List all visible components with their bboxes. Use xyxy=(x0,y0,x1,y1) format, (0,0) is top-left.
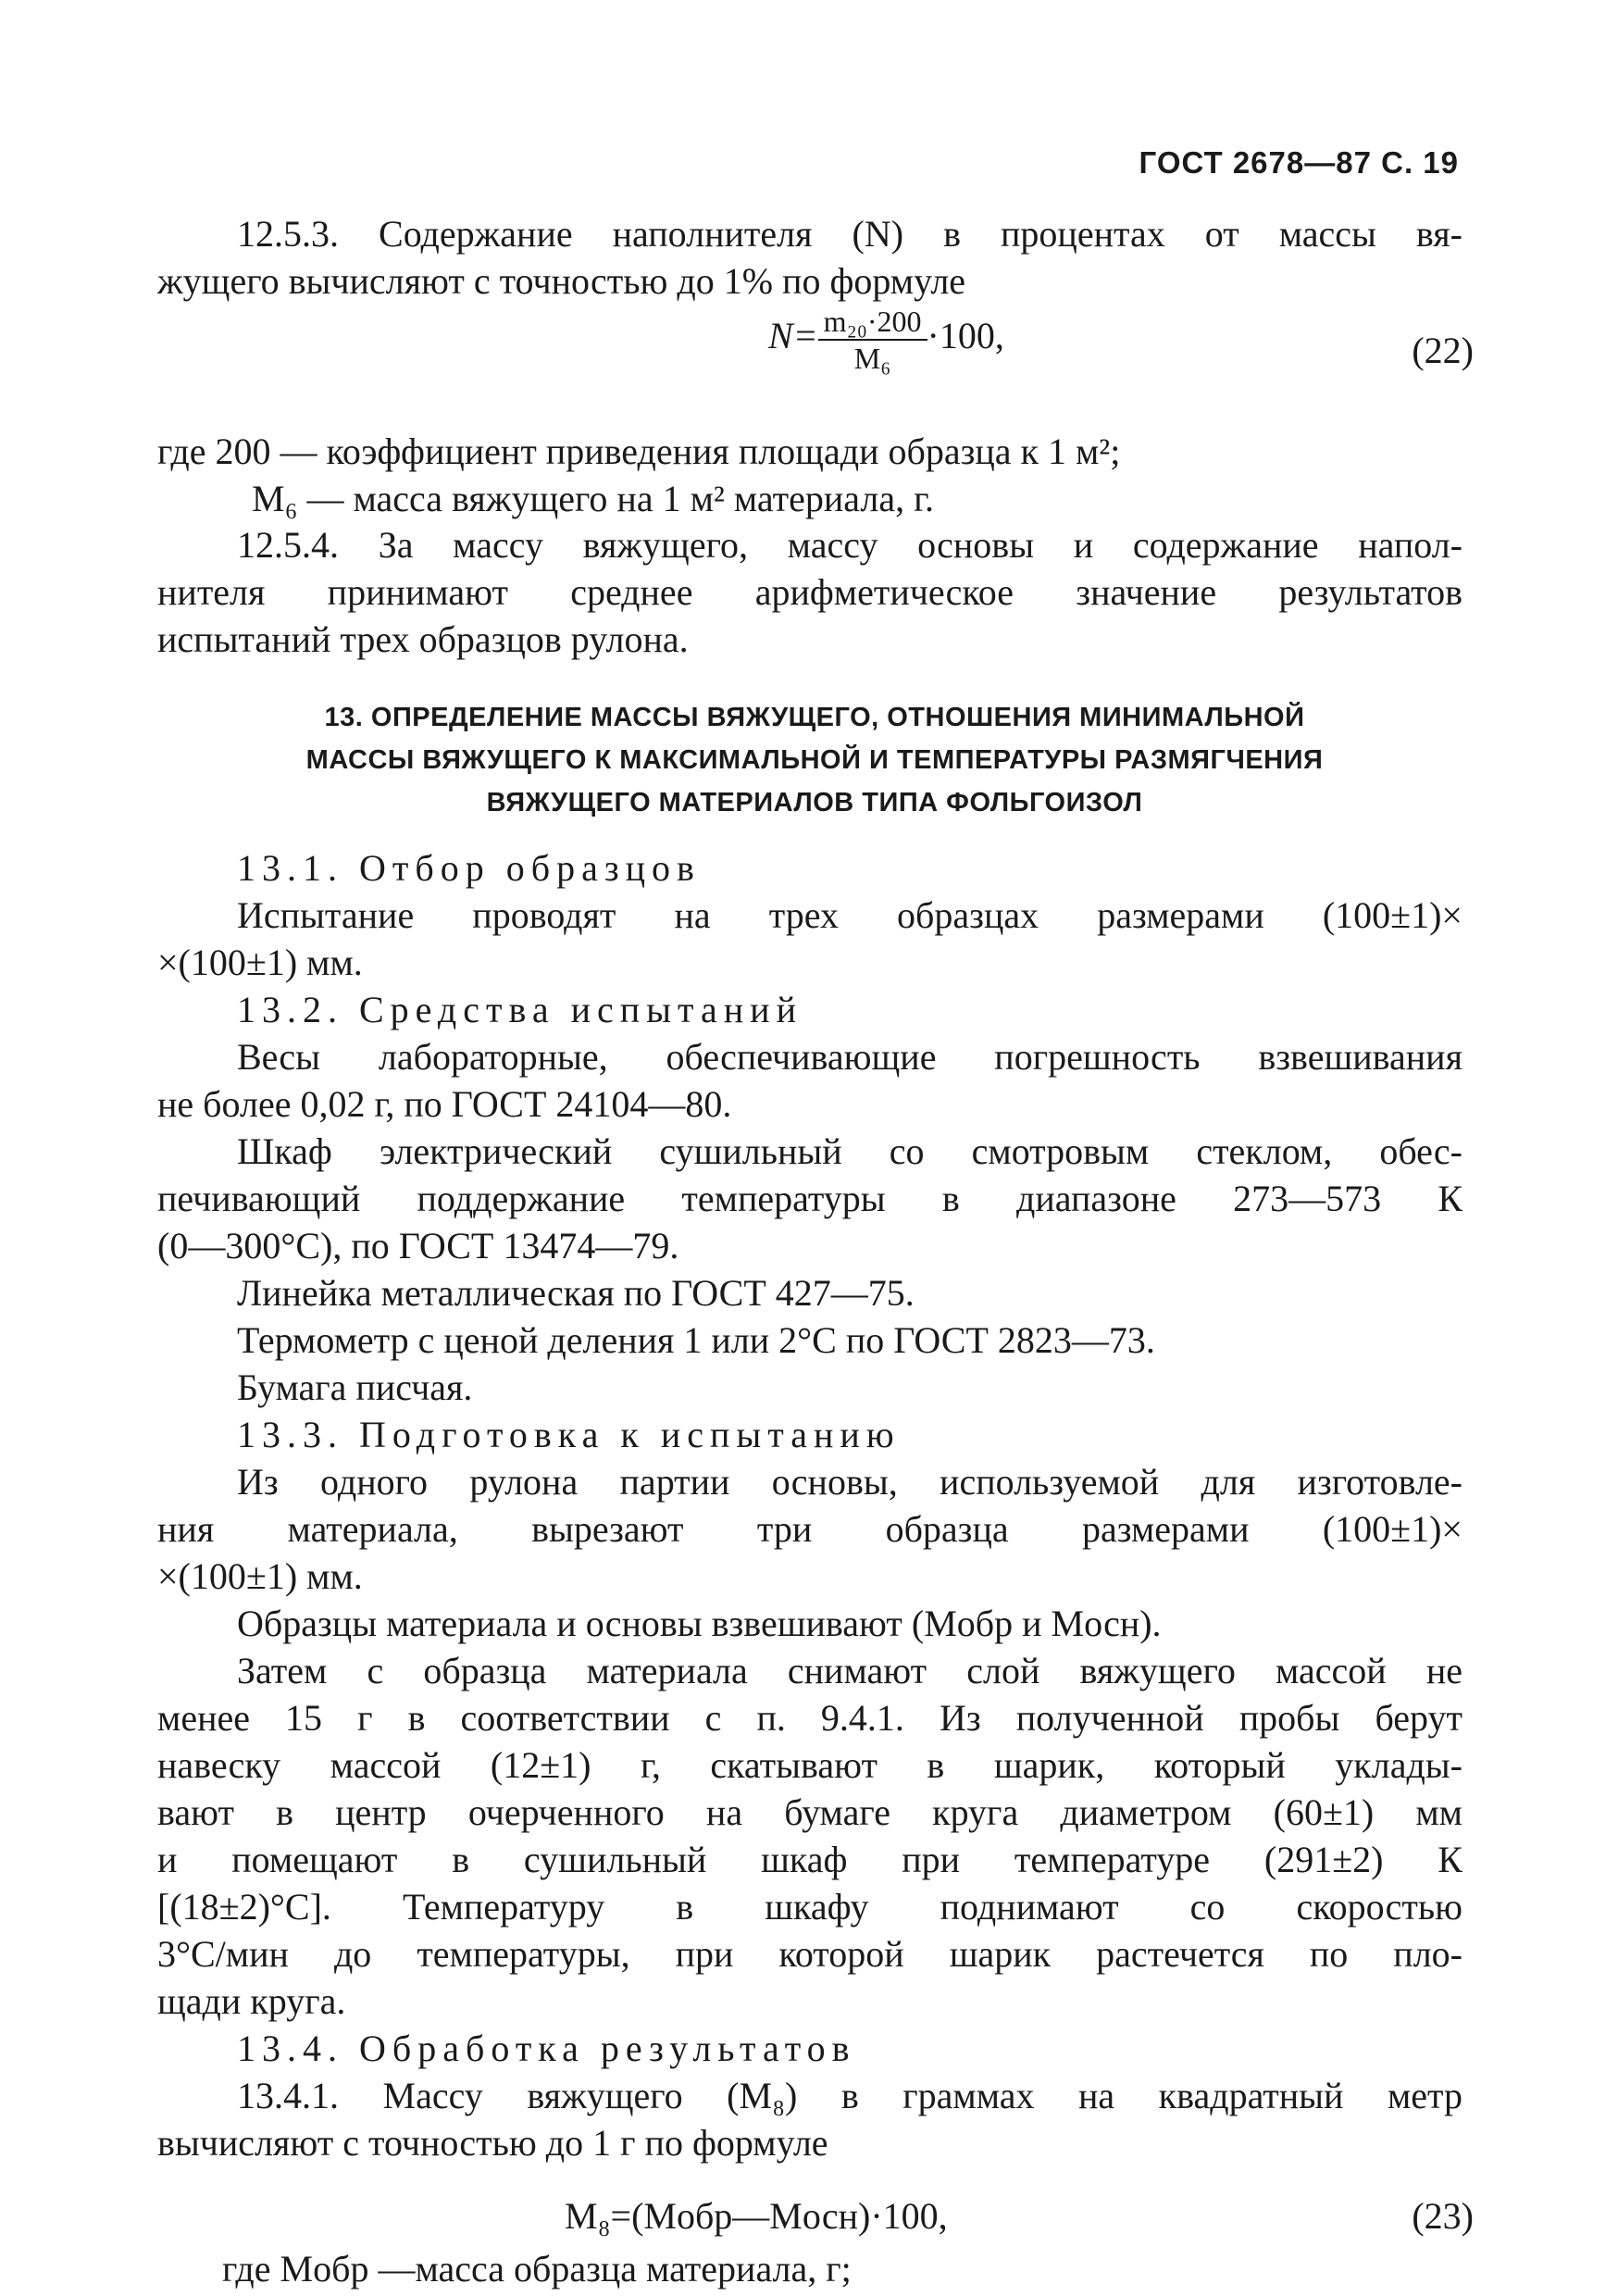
sec-13-3-line-1: Из одного рулона партии основы, используемой для изготовле- xyxy=(237,1461,1462,1503)
sec-13-3-line-7: навеску массой (12±1) г, скатывают в шарик, который уклады- xyxy=(157,1744,1462,1786)
sec-13-1-heading: 13.1. Отбор образцов xyxy=(237,847,701,889)
formula-22-numerator: m₂₀·200 xyxy=(818,306,927,341)
sec-13-1-line-1: Испытание проводят на трех образцах размерами (100±1)× xyxy=(237,894,1462,936)
sec-13-3-line-2: ния материала, вырезают три образца размерами (100±1)× xyxy=(157,1508,1462,1550)
sec-13-2-line-3: Шкаф электрический сушильный со смотровым стеклом, обес- xyxy=(237,1130,1462,1172)
formula-22-denominator: M₆ xyxy=(853,342,891,375)
formula-23: M₈=(Mобр—Mосн)·100, xyxy=(565,2195,948,2237)
sec-13-3-line-5: Затем с образца материала снимают слой вяжущего массой не xyxy=(237,1650,1462,1691)
sec-13-2-line-2: не более 0,02 г, по ГОСТ 24104—80. xyxy=(157,1083,732,1125)
sec-13-3-line-4: Образцы материала и основы взвешивают (Mобр и Mосн). xyxy=(237,1603,1162,1644)
formula-22-tail: ·100, xyxy=(927,315,1004,357)
section-13-title-line-3: ВЯЖУЩЕГО МАТЕРИАЛОВ ТИПА ФОЛЬГОИЗОЛ xyxy=(486,788,1143,817)
sec-12-5-3-line-2: жущего вычисляют с точностью до 1% по формуле xyxy=(157,260,966,302)
sec-13-3-line-10: [(18±2)°С]. Температуру в шкафу поднимают со скоростью xyxy=(157,1886,1462,1928)
sec-13-2-line-6: Линейка металлическая по ГОСТ 427—75. xyxy=(237,1272,915,1314)
sec-12-5-4-line-1: 12.5.4. За массу вяжущего, массу основы и содержание напол- xyxy=(237,524,1462,566)
sec-12-5-3-line-1: 12.5.3. Содержание наполнителя (N) в процентах от массы вя- xyxy=(237,213,1462,255)
sec-13-3-line-8: вают в центр очерченного на бумаге круга диаметром (60±1) мм xyxy=(157,1791,1462,1833)
sec-13-3-line-12: щади круга. xyxy=(157,1980,346,2022)
sec-13-4-heading: 13.4. Обработка результатов xyxy=(237,2028,856,2069)
sec-13-3-line-3: ×(100±1) мм. xyxy=(157,1555,363,1597)
formula-22-fraction xyxy=(818,306,927,374)
sec-13-2-line-8: Бумага писчая. xyxy=(237,1366,473,1408)
page-header: ГОСТ 2678—87 С. 19 xyxy=(1139,145,1459,180)
sec-13-2-heading: 13.2. Средства испытаний xyxy=(237,989,803,1030)
sec-13-4-line-1: 13.4.1. Массу вяжущего (M₈) в граммах на квадратный метр xyxy=(237,2075,1462,2116)
sec-13-2-line-4: печивающий поддержание температуры в диапазоне 273—573 К xyxy=(157,1178,1462,1219)
equation-number-22: (22) xyxy=(1412,330,1474,371)
sec-13-2-line-5: (0—300°С), по ГОСТ 13474—79. xyxy=(157,1225,679,1267)
where-23-line-1: где Mобр —масса образца материала, г; xyxy=(222,2248,852,2290)
sec-13-3-heading: 13.3. Подготовка к испытанию xyxy=(237,1414,901,1455)
sec-13-4-line-2: вычисляют с точностью до 1 г по формуле xyxy=(157,2122,828,2164)
section-13-title-line-2: МАССЫ ВЯЖУЩЕГО К МАКСИМАЛЬНОЙ И ТЕМПЕРАТУРЫ РАЗМЯГЧЕНИЯ xyxy=(305,745,1324,775)
sec-13-2-line-7: Термометр с ценой деления 1 или 2°С по ГОСТ 2823—73. xyxy=(237,1319,1155,1361)
equation-number-23: (23) xyxy=(1412,2195,1474,2237)
sec-12-5-4-line-3: испытаний трех образцов рулона. xyxy=(157,618,689,660)
sec-13-3-line-9: и помещают в сушильный шкаф при температуре (291±2) К xyxy=(157,1839,1462,1880)
sec-12-5-4-line-2: нителя принимают среднее арифметическое значение результатов xyxy=(157,571,1462,613)
where-22-line-1: где 200 — коэффициент приведения площади образца к 1 м²; xyxy=(157,430,1121,472)
where-22-line-2: M₆ — масса вяжущего на 1 м² материала, г. xyxy=(252,478,934,519)
formula-22 xyxy=(768,306,1004,374)
section-13-title-line-1: 13. ОПРЕДЕЛЕНИЕ МАССЫ ВЯЖУЩЕГО, ОТНОШЕНИЯ МИНИМАЛЬНОЙ xyxy=(324,703,1305,732)
formula-22-lhs: N= xyxy=(768,315,818,357)
sec-13-3-line-6: менее 15 г в соответствии с п. 9.4.1. Из полученной пробы берут xyxy=(157,1697,1462,1739)
sec-13-3-line-11: 3°С/мин до температуры, при которой шарик растечется по пло- xyxy=(157,1933,1462,1975)
sec-13-1-line-2: ×(100±1) мм. xyxy=(157,942,363,983)
sec-13-2-line-1: Весы лабораторные, обеспечивающие погрешность взвешивания xyxy=(237,1036,1462,1078)
